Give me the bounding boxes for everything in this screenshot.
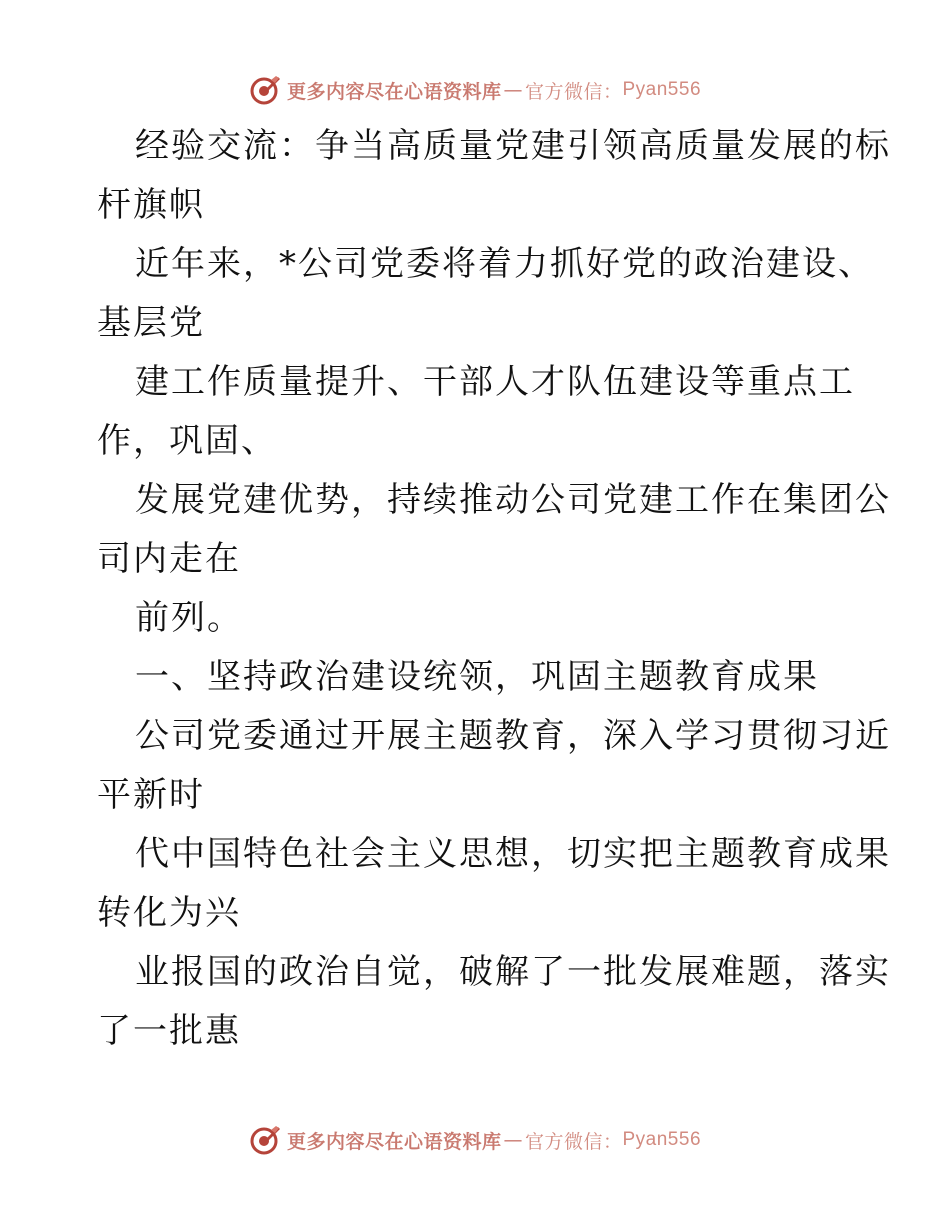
text-line: 经验交流：争当高质量党建引领高质量发展的标 — [135, 126, 891, 166]
text-line: 转化为兴 — [97, 893, 241, 933]
text-line: 建工作质量提升、干部人才队伍建设等重点工 — [135, 362, 855, 402]
watermark-label: 官方微信： — [524, 80, 623, 103]
watermark-brand: 更多内容尽在心语资料库 — [286, 1130, 502, 1153]
text-line: 杆旗帜 — [97, 185, 205, 225]
watermark-text — [287, 77, 701, 104]
text-line: 前列。 — [135, 598, 243, 638]
watermark-text — [287, 1127, 701, 1154]
text-line: 作，巩固、 — [97, 421, 277, 461]
footer-watermark — [0, 1120, 950, 1160]
text-line: 发展党建优势，持续推动公司党建工作在集团公 — [135, 480, 891, 520]
text-line: 平新时 — [97, 775, 205, 815]
text-line: 一、坚持政治建设统领，巩固主题教育成果 — [135, 657, 819, 697]
text-line: 业报国的政治自觉，破解了一批发展难题，落实 — [135, 952, 891, 992]
text-line: 公司党委通过开展主题教育，深入学习贯彻习近 — [135, 716, 891, 756]
watermark-brand: 更多内容尽在心语资料库 — [286, 80, 502, 103]
text-line: 代中国特色社会主义思想，切实把主题教育成果 — [135, 834, 891, 874]
text-line: 司内走在 — [97, 539, 241, 579]
watermark-dash: — — [503, 79, 523, 101]
header-watermark — [0, 70, 950, 110]
watermark-wechat-id: Pyan556 — [622, 79, 702, 100]
watermark-label: 官方微信： — [524, 1130, 623, 1153]
quill-pen-circle-icon — [249, 1124, 281, 1156]
document-body — [97, 117, 891, 1061]
quill-pen-circle-icon — [249, 74, 281, 106]
text-line: 基层党 — [97, 303, 205, 343]
watermark-dash: — — [503, 1129, 523, 1151]
text-line: 近年来，*公司党委将着力抓好党的政治建设、 — [135, 244, 874, 284]
text-line: 了一批惠 — [97, 1011, 241, 1051]
watermark-wechat-id: Pyan556 — [622, 1129, 702, 1150]
